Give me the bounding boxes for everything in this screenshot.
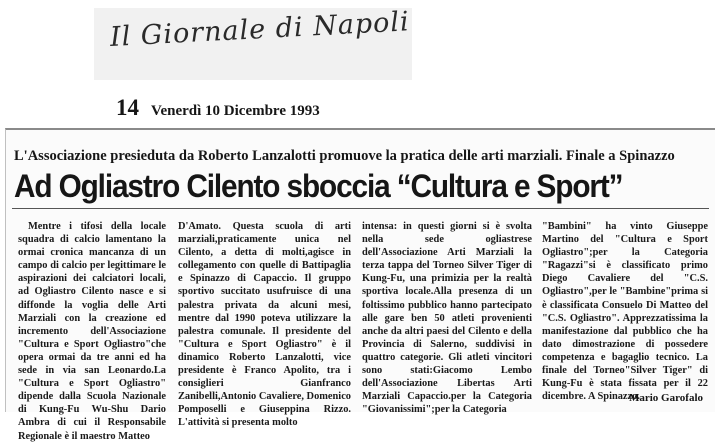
article-author: Mario Garofalo xyxy=(628,392,703,404)
newspaper-clipping xyxy=(5,128,715,442)
handwritten-source-label: Il Giornale di Napoli xyxy=(109,6,411,53)
article-paragraph: intensa: in questi giorni si è svolta nella sede ogliastrese dell'Associazione Arti Marziali la terza tappa del Torneo Silver Tiger di Kung-Fu, una primizia per la realtà sportiva locale.Alla presenza di un foltissimo pubblico hanno partecipato alle gare ben 50 atleti provenienti anche da altri paesi del Cilento e della Provincia di Salerno, suddivisi in quattro categorie. Gli atleti vincitori sono stati:Giacomo Lembo dell'Associazione Libertas Arti Marziali Capaccio.per la Categoria "Giovanissimi";per la Categoria xyxy=(362,221,532,416)
article-paragraph: D'Amato. Questa scuola di arti marziali,praticamente unica nel Cilento, a detta di molti,agisce in collegamento con quelle di Battipaglia e Spinazzo di Capaccio. Il gruppo sportivo succitato usufruisce di una palestra privata da alcuni mesi, mentre dal 1990 poteva utilizzare la palestra comunale. Il presidente del "Cultura e Sport Ogliastro" è il dinamico Roberto Lanzalotti, vice presidente è Franco Apolito, tra i consiglieri Gianfranco Zanibelli,Antonio Cavaliere, Domenico Pomposelli e Giuseppina Rizzo. L'attività si presenta molto xyxy=(178,221,351,429)
dateline xyxy=(116,95,320,121)
page-number: 14 xyxy=(116,95,139,120)
article-column-1 xyxy=(18,220,166,443)
article-column-2 xyxy=(178,220,351,430)
article-column-3 xyxy=(362,220,532,416)
article-paragraph: Mentre i tifosi della locale squadra di calcio lamentano la ormai cronica mancanza di un campo di calcio per legittimare le aspirazioni dei calciatori locali, ad Ogliastro Cilento nasce e si diffonde la voglia delle Arti Marziali con la creazione ed incremento dell'Associazione "Cultura e Sport Ogliastro"che opera ormai da tre anni ed ha sede in via san Leonardo.La "Cultura e Sport Ogliastro" dipende dalla Scuola Nazionale di Kung-Fu Wu-Shu Dario Ambra di cui il Responsabile Regionale è il maestro Matteo xyxy=(18,221,166,442)
issue-date: Venerdì 10 Dicembre 1993 xyxy=(151,103,320,119)
article-paragraph: "Bambini" ha vinto Giuseppe Martino del "Cultura e Sport Ogliastro";per la Categoria "Ragazzi"si è classificato primo Diego Cavaliere del "C.S. Ogliastro",per le "Bambine"prima si è classificata Consuelo Di Matteo del "C.S. Ogliastro". Apprezzatissima la manifestazione dal pubblico che ha dato dimostrazione di possedere competenza e bagaglio tecnico. La finale del Torneo"Silver Tiger" di Kung-Fu è stata fissata per il 22 dicembre. A Spinazzo. xyxy=(542,221,708,403)
article-column-4 xyxy=(542,220,708,403)
article-headline: Ad Ogliastro Cilento sboccia “Cultura e Sport” xyxy=(14,168,623,204)
article-kicker: L'Associazione presieduta da Roberto Lanzalotti promuove la pratica delle arti marziali. Finale a Spinazzo xyxy=(14,148,675,164)
headline-divider xyxy=(12,208,709,209)
